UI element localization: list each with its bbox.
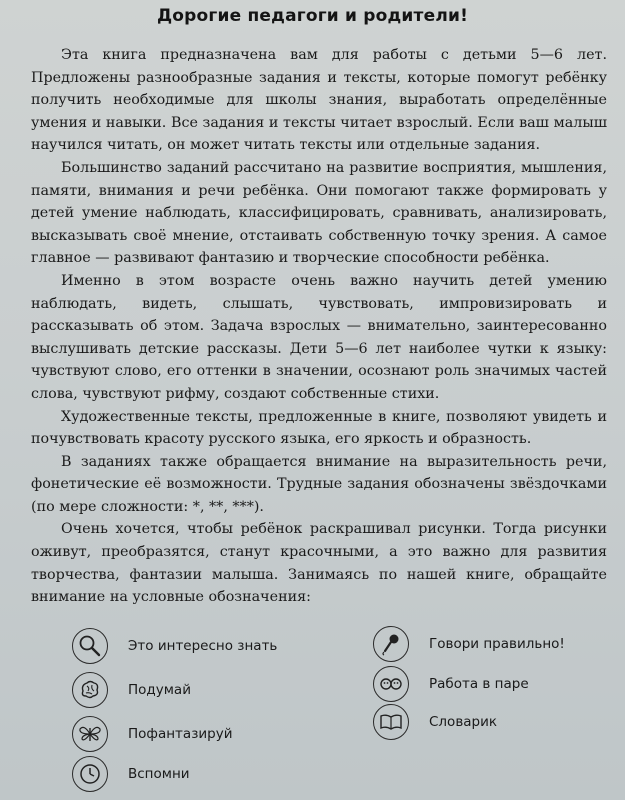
paragraph: В заданиях также обращается внимание на выразительность речи, фонетические её возможности. Трудные задания обозначены звёздочками (по мере сложности: *, **, ***).: [31, 453, 607, 515]
paragraph: Именно в этом возрасте очень важно научить детей умению наблюдать, видеть, слышать, чувствовать, импровизировать и рассказывать об этом. Задача взрослых — внимательно, заинтересованно выслушивать детские рассказы. Дети 5—6 лет наиболее чутки к языку: чувствуют слово, его оттенки в значении, осознают роль значимых частей слова, чувствуют рифму, создают собственные стихи.: [31, 272, 607, 402]
microphone-icon: [373, 626, 409, 662]
open-book-icon: [373, 704, 409, 740]
legend-label: Словарик: [429, 714, 498, 730]
clock-icon: [72, 756, 108, 792]
paragraph: Эта книга предназначена вам для работы с детьми 5—6 лет. Предложены разнообразные задания и тексты, которые помогут ребёнку получить необходимые для школы знания, выработать определённые умения и навыки. Все задания и тексты читает взрослый. Если ваш малыш научился читать, он может читать тексты или отдельные задания.: [31, 47, 607, 154]
legend-label: Подумай: [128, 682, 191, 698]
intro-text: [31, 44, 607, 609]
legend-label: Работа в паре: [429, 676, 529, 692]
paragraph: Очень хочется, чтобы ребёнок раскрашивал рисунки. Тогда рисунки оживут, преобразятся, станут красочными, а это важно для развития творчества, фантазии малыша. Занимаясь по нашей книге, обращайте внимание на условные обозначения:: [31, 521, 607, 606]
legend-label: Пофантазируй: [128, 726, 233, 742]
legend-item-think: [72, 672, 191, 708]
legend-item-dictionary: [373, 704, 497, 740]
legend-label: Говори правильно!: [429, 636, 565, 652]
legend-label: Вспомни: [128, 766, 190, 782]
page-title: Дорогие педагоги и родители!: [156, 6, 469, 26]
legend-item-pair-work: [373, 666, 529, 702]
two-faces-icon: [373, 666, 409, 702]
magnifier-icon: [72, 628, 108, 664]
paragraph: Большинство заданий рассчитано на развитие восприятия, мышления, памяти, внимания и речи ребёнка. Они помогают также формировать у детей умение наблюдать, классифицировать, сравнивать, анализировать, высказывать своё мнение, отстаивать собственную точку зрения. А самое главное — развивают фантазию и творческие способности ребёнка.: [31, 159, 607, 267]
paragraph: Художественные тексты, предложенные в книге, позволяют увидеть и почувствовать красоту русского языка, его яркость и образность.: [31, 408, 607, 448]
legend-item-interesting: [72, 628, 277, 664]
symbol-legend: [0, 624, 625, 800]
legend-item-remember: [72, 756, 190, 792]
legend-label: Это интересно знать: [128, 638, 278, 654]
butterfly-icon: [72, 716, 108, 752]
legend-item-imagine: [72, 716, 232, 752]
legend-item-speak-correctly: [373, 626, 565, 662]
brain-icon: [72, 672, 108, 708]
